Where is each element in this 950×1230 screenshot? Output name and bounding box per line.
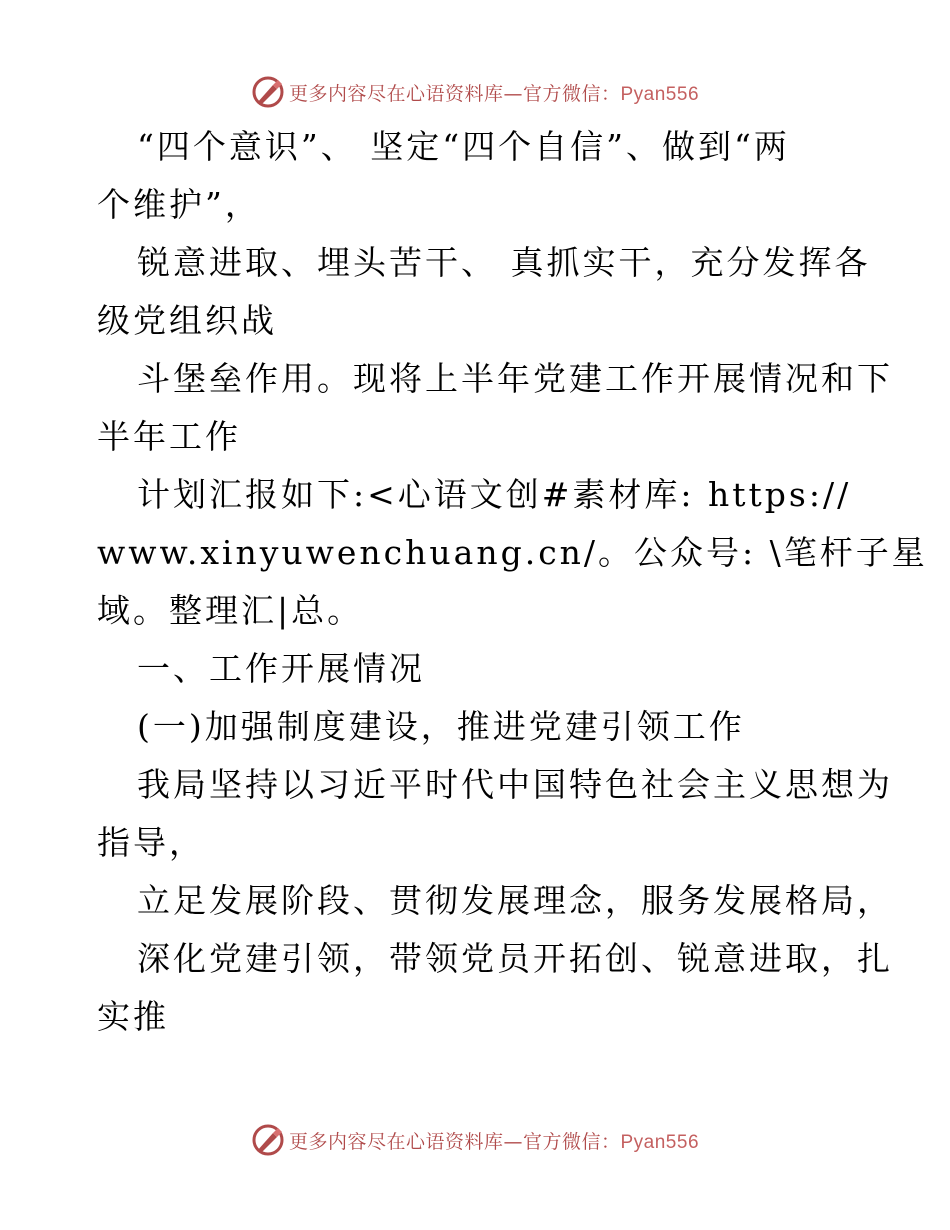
watermark-text: 更多内容尽在心语资料库—官方微信：Pyan556 [288,82,700,105]
text-line: 实推 [97,997,169,1036]
text-line: 我局坚持以习近平时代中国特色社会主义思想为 [137,765,893,804]
text-line: www.xinyuwenchuang.cn/。公众号: \笔杆子星 [97,533,928,572]
text-line: 指导， [97,823,205,862]
text-line: 半年工作 [97,417,241,456]
header-watermark [0,72,950,112]
text-line: 锐意进取、埋头苦干、 真抓实干，充分发挥各 [137,243,871,282]
text-line: 计划汇报如下:<心语文创#素材库: https:// [137,475,852,514]
text-line: 级党组织战 [97,301,277,340]
text-line: 立足发展阶段、贯彻发展理念，服务发展格局， [137,881,893,920]
watermark-text: 更多内容尽在心语资料库—官方微信：Pyan556 [288,1130,700,1153]
text-line: 深化党建引领，带领党员开拓创、锐意进取，扎 [137,939,893,978]
text-line: 个维护”， [97,185,261,224]
section-heading: 一、工作开展情况 [137,649,425,688]
footer-watermark [0,1120,950,1160]
text-line: “四个意识”、 坚定“四个自信”、做到“两 [137,127,790,166]
text-line: 域。整理汇|总。 [97,591,364,630]
text-line: 斗堡垒作用。现将上半年党建工作开展情况和下 [137,359,893,398]
subsection-heading: (一)加强制度建设，推进党建引领工作 [137,707,745,746]
document-body [97,118,928,1046]
pen-logo-icon [251,1123,285,1157]
pen-logo-icon [251,75,285,109]
